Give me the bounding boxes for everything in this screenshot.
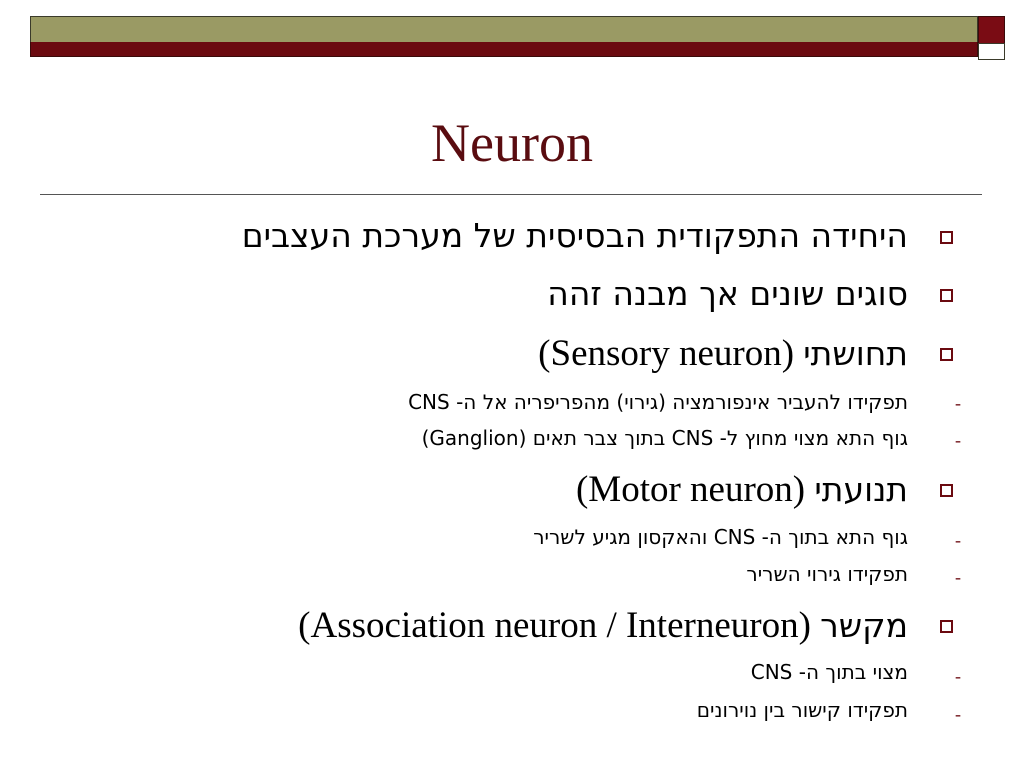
dash-bullet-icon: - bbox=[955, 393, 961, 413]
bullet-latin: (Motor neuron) bbox=[575, 469, 806, 510]
sub-bullet-item: תפקידו להעביר אינפורמציה (גירוי) מהפריפריה אל ה- CNS bbox=[408, 390, 908, 414]
olive-stripe bbox=[30, 16, 978, 43]
bullet-hebrew: מקשר bbox=[820, 606, 908, 645]
bullet-item bbox=[576, 468, 908, 511]
sub-bullet-item: מצוי בתוך ה- CNS bbox=[750, 660, 908, 684]
bullet-square-icon bbox=[940, 484, 953, 497]
corner-square-maroon bbox=[978, 16, 1005, 45]
bullet-item: סוגים שונים אך מבנה זהה bbox=[547, 274, 908, 313]
title-divider bbox=[40, 194, 982, 195]
bullet-latin: (Association neuron / Interneuron) bbox=[298, 605, 811, 646]
slide-title: Neuron bbox=[431, 113, 593, 173]
sub-bullet-item: גוף התא בתוך ה- CNS והאקסון מגיע לשריר bbox=[533, 525, 908, 549]
sub-bullet-item: גוף התא מצוי מחוץ ל- CNS בתוך צבר תאים (Ganglion) bbox=[421, 426, 908, 450]
bullet-hebrew: תחושתי bbox=[803, 334, 908, 373]
header-stripe bbox=[30, 16, 978, 57]
bullet-latin: (Sensory neuron) bbox=[538, 333, 795, 374]
dash-bullet-icon: - bbox=[955, 430, 961, 450]
maroon-stripe bbox=[30, 42, 978, 57]
bullet-square-icon bbox=[940, 289, 953, 302]
corner-square-white bbox=[978, 43, 1005, 60]
bullet-hebrew: תנועתי bbox=[814, 470, 908, 509]
bullet-square-icon bbox=[940, 231, 953, 244]
bullet-item bbox=[298, 604, 908, 647]
dash-bullet-icon: - bbox=[955, 666, 961, 686]
bullet-square-icon bbox=[940, 348, 953, 361]
dash-bullet-icon: - bbox=[955, 567, 961, 587]
dash-bullet-icon: - bbox=[955, 530, 961, 550]
sub-bullet-item: תפקידו גירוי השריר bbox=[746, 562, 908, 586]
bullet-item: היחידה התפקודית הבסיסית של מערכת העצבים bbox=[241, 216, 908, 255]
bullet-square-icon bbox=[940, 620, 953, 633]
sub-bullet-item: תפקידו קישור בין נוירונים bbox=[696, 698, 908, 722]
dash-bullet-icon: - bbox=[955, 704, 961, 724]
bullet-item bbox=[538, 332, 908, 375]
